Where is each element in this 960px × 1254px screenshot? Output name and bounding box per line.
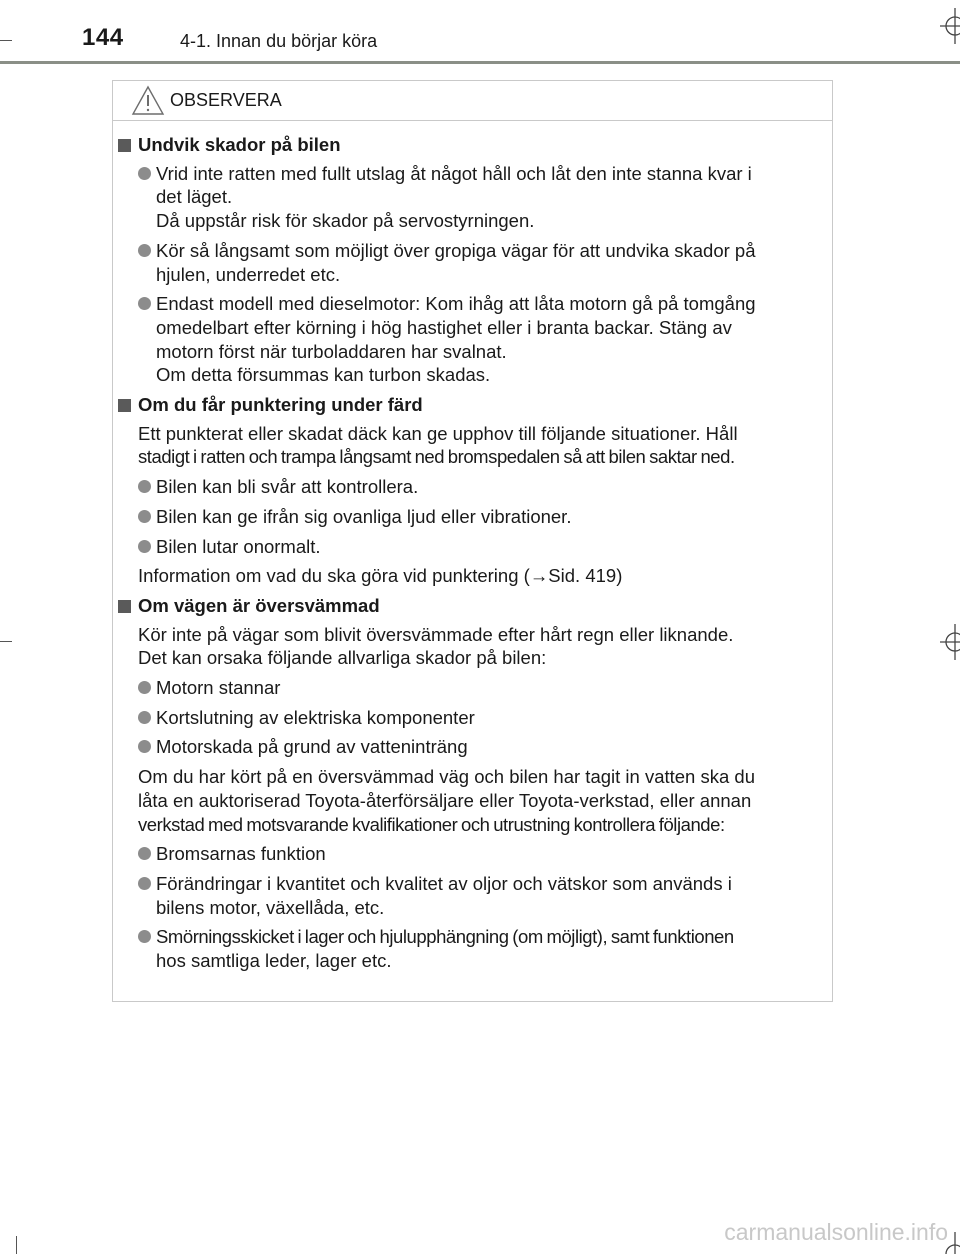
list-item: Bilen kan ge ifrån sig ovanliga ljud eller vibrationer. — [113, 505, 834, 529]
list-item: Smörningsskicket i lager och hjulupphängning (om möjligt), samt funktionen hos samtliga leder, lager etc. — [113, 925, 834, 972]
section-heading: Om du får punktering under färd — [113, 393, 834, 417]
notice-box — [112, 80, 833, 1002]
square-bullet-icon — [118, 600, 131, 613]
crop-mark — [0, 641, 12, 642]
list-item: Kör så långsamt som möjligt över gropiga vägar för att undvika skador på hjulen, underredet etc. — [113, 239, 834, 286]
bullet-icon — [138, 740, 151, 753]
list-item: Bilen lutar onormalt. — [113, 535, 834, 559]
bullet-icon — [138, 244, 151, 257]
warning-triangle-icon — [131, 85, 165, 116]
chapter-title: 4-1. Innan du börjar köra — [180, 31, 378, 51]
list-item: Kortslutning av elektriska komponenter — [113, 706, 834, 730]
list-item: Motorn stannar — [113, 676, 834, 700]
paragraph: Kör inte på vägar som blivit översvämmade efter hårt regn eller liknande. Det kan orsaka följande allvarliga skador på bilen: — [138, 623, 734, 669]
registration-mark-icon — [938, 8, 960, 44]
header-rule — [0, 61, 960, 64]
page-reference: Information om vad du ska göra vid punktering (→Sid. 419) — [138, 565, 623, 587]
bullet-icon — [138, 297, 151, 310]
list-item: Motorskada på grund av vatteninträng — [113, 735, 834, 759]
list-item: Vrid inte ratten med fullt utslag åt något håll och låt den inte stanna kvar i det läget. Då uppstår risk för skador på servostyrningen. — [113, 162, 834, 233]
section-heading: Undvik skador på bilen — [113, 133, 834, 157]
crop-mark — [0, 40, 12, 41]
bullet-icon — [138, 510, 151, 523]
page-link[interactable]: Sid. 419 — [548, 565, 617, 587]
page-number: 144 — [82, 24, 124, 51]
crop-mark — [16, 1236, 17, 1254]
bullet-icon — [138, 877, 151, 890]
paragraph: Ett punkterat eller skadat däck kan ge upphov till följande situationer. Håll stadigt i ratten och trampa långsamt ned bromspedalen så att bilen saktar ned. — [138, 422, 738, 468]
paragraph: Om du har kört på en översvämmad väg och bilen har tagit in vatten ska du låta en auktoriserad Toyota-återförsäljare eller Toyota-verkstad, eller annan verkstad med motsvarande kvalifikationer och utrustning kontrollera följande: — [138, 766, 755, 835]
bullet-icon — [138, 930, 151, 943]
list-item: Bilen kan bli svår att kontrollera. — [113, 475, 834, 499]
notice-header — [113, 81, 832, 121]
bullet-icon — [138, 681, 151, 694]
bullet-icon — [138, 847, 151, 860]
square-bullet-icon — [118, 399, 131, 412]
registration-mark-icon — [938, 624, 960, 660]
notice-content — [113, 133, 834, 979]
square-bullet-icon — [118, 139, 131, 152]
watermark: carmanualsonline.info — [724, 1219, 948, 1245]
list-item: Förändringar i kvantitet och kvalitet av oljor och vätskor som används i bilens motor, växellåda, etc. — [113, 872, 834, 919]
bullet-icon — [138, 711, 151, 724]
bullet-icon — [138, 167, 151, 180]
bullet-icon — [138, 540, 151, 553]
section-heading: Om vägen är översvämmad — [113, 594, 834, 618]
list-item: Bromsarnas funktion — [113, 842, 834, 866]
arrow-right-icon: → — [529, 565, 549, 587]
notice-title: OBSERVERA — [170, 90, 282, 110]
list-item: Endast modell med dieselmotor: Kom ihåg att låta motorn gå på tomgång omedelbart efter körning i hög hastighet eller i branta backar. Stäng av motorn först när turboladdaren har svalnat. Om detta försummas kan turbon skadas. — [113, 292, 834, 387]
bullet-icon — [138, 480, 151, 493]
